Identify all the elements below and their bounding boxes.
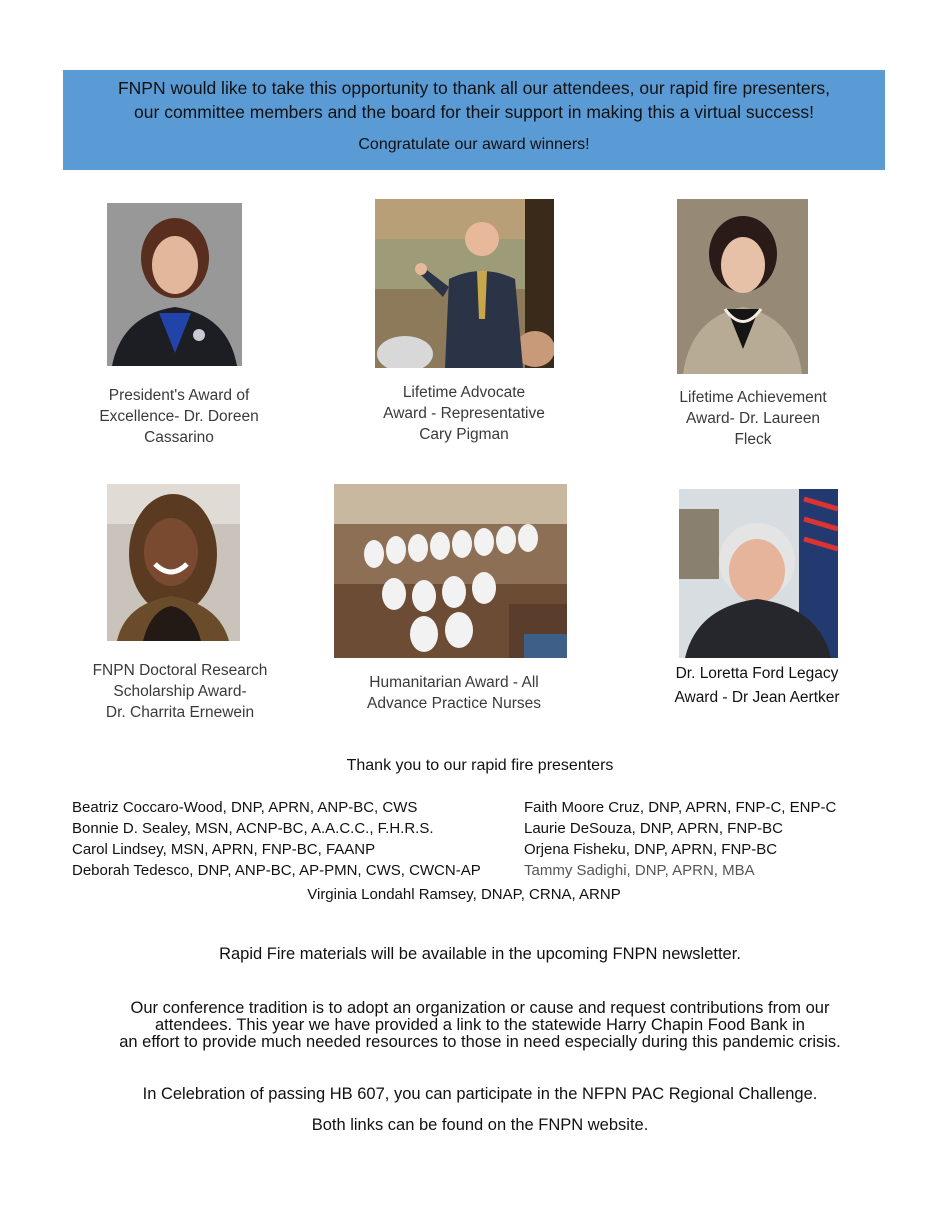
award-caption-lifetime-advocate: Lifetime Advocate Award - Representative Cary Pigman <box>383 384 545 443</box>
presenter-name: Laurie DeSouza, DNP, APRN, FNP-BC <box>524 820 783 837</box>
award-photo-jean-aertker <box>679 489 838 658</box>
award-caption-humanitarian: Humanitarian Award - All Advance Practice Nurses <box>366 674 542 712</box>
presenter-name: Orjena Fisheku, DNP, APRN, FNP-BC <box>524 841 778 858</box>
award-photo-doreen-cassarino <box>107 203 242 366</box>
award-photo-cary-pigman <box>375 199 554 368</box>
portrait-image <box>107 203 242 366</box>
award-photo-humanitarian-group <box>334 484 567 658</box>
presenter-name: Bonnie D. Sealey, MSN, ACNP-BC, A.A.C.C., F.H.R.S. <box>72 820 434 837</box>
award-caption-loretta-ford-legacy: Dr. Loretta Ford Legacy Award - Dr Jean Aertker <box>674 665 840 706</box>
presenters-left-column <box>72 797 481 881</box>
banner-thanks-text <box>63 70 885 124</box>
speaker-image <box>375 199 554 368</box>
banner-thanks-line-2: our committee members and the board for their support in making this a virtual success! <box>134 102 814 122</box>
award-caption-lifetime-achievement: Lifetime Achievement Award- Dr. Laureen Fleck <box>679 389 827 448</box>
presenters-title: Thank you to our rapid fire presenters <box>346 757 614 774</box>
portrait-image <box>677 199 808 374</box>
presenters-right-column <box>524 797 836 881</box>
portrait-image <box>107 484 240 641</box>
award-photo-charrita-ernewein <box>107 484 240 641</box>
presenter-name: Tammy Sadighi, DNP, APRN, MBA <box>524 862 755 879</box>
conference-tradition-paragraph <box>0 1000 950 1051</box>
presenter-name: Beatriz Coccaro-Wood, DNP, APRN, ANP-BC, CWS <box>72 799 418 816</box>
hb607-celebration-note: In Celebration of passing HB 607, you can participate in the NFPN PAC Regional Challenge. <box>142 1085 818 1103</box>
banner-congrats: Congratulate our award winners! <box>358 136 590 153</box>
presenter-name: Deborah Tedesco, DNP, ANP-BC, AP-PMN, CWS, CWCN-AP <box>72 862 481 879</box>
group-image <box>334 484 567 658</box>
newsletter-note: Rapid Fire materials will be available in the upcoming FNPN newsletter. <box>219 945 741 963</box>
award-caption-doctoral-research: FNPN Doctoral Research Scholarship Award- Dr. Charrita Ernewein <box>92 662 268 721</box>
tradition-line-3: an effort to provide much needed resources to those in need especially during this pandemic crisis. <box>119 1033 841 1051</box>
portrait-image <box>679 489 838 658</box>
presenter-name: Faith Moore Cruz, DNP, APRN, FNP-C, ENP-C <box>524 799 837 816</box>
thank-you-banner <box>63 70 885 170</box>
award-photo-laureen-fleck <box>677 199 808 374</box>
presenter-name-centered: Virginia Londahl Ramsey, DNAP, CRNA, ARNP <box>307 886 621 903</box>
presenter-name: Carol Lindsey, MSN, APRN, FNP-BC, FAANP <box>72 841 376 858</box>
tradition-line-1: Our conference tradition is to adopt an organization or cause and request contributions from our <box>130 999 830 1017</box>
tradition-line-2: attendees. This year we have provided a link to the statewide Harry Chapin Food Bank in <box>155 1016 805 1034</box>
award-caption-presidents-award: President's Award of Excellence- Dr. Doreen Cassarino <box>99 387 259 446</box>
links-note: Both links can be found on the FNPN website. <box>311 1116 649 1134</box>
banner-thanks-line-1: FNPN would like to take this opportunity to thank all our attendees, our rapid fire presenters, <box>117 78 831 98</box>
